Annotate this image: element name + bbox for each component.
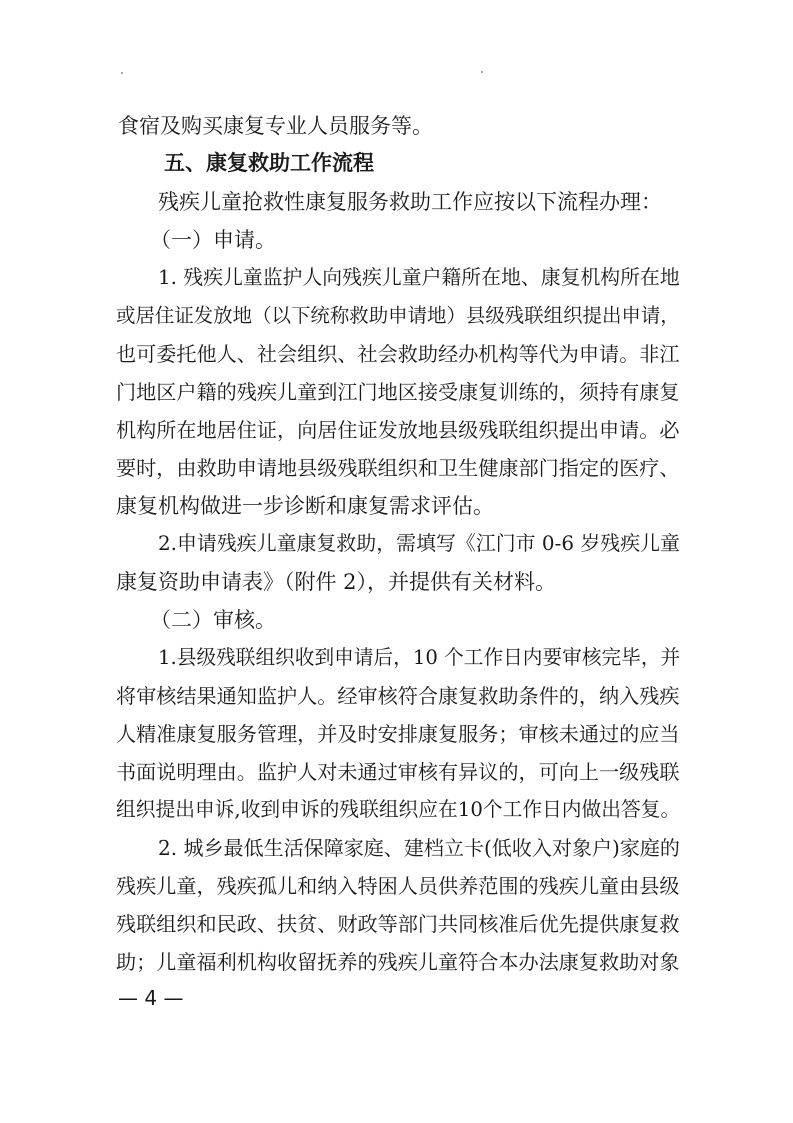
body-line-12: 2.申请残疾儿童康复救助，需填写《江门市 0-6 岁残疾儿童 (158, 532, 680, 555)
body-line-7: 也可委托他人、社会组织、社会救助经办机构等代为申请。非江 (116, 342, 680, 366)
body-line-22: 残联组织和民政、扶贫、财政等部门共同核准后优先提供康复救 (116, 912, 680, 936)
body-line-10: 要时，由救助申请地县级残联组织和卫生健康部门指定的医疗、 (116, 456, 680, 480)
body-line-17: 人精准康复服务管理，并及时安排康复服务；审核未通过的应当 (116, 722, 680, 746)
body-line-8: 门地区户籍的残疾儿童到江门地区接受康复训练的，须持有康复 (116, 380, 680, 404)
body-line-16: 将审核结果通知监护人。经审核符合康复救助条件的，纳入残疾 (116, 684, 680, 708)
body-line-15: 1.县级残联组织收到申请后，10 个工作日内要审核完毕，并 (158, 646, 681, 669)
scan-mark-left (121, 72, 123, 74)
section-heading: 五、康复救助工作流程 (164, 150, 374, 175)
body-line-20: 2. 城乡最低生活保障家庭、建档立卡(低收入对象户)家庭的 (158, 836, 680, 860)
page-number: — 4 — (118, 986, 184, 1010)
body-line-1: 食宿及购买康复专业人员服务等。 (118, 114, 433, 138)
body-line-6: 或居住证发放地（以下统称救助申请地）县级残联组织提出申请， (116, 304, 680, 327)
body-line-5: 1. 残疾儿童监护人向残疾儿童户籍所在地、康复机构所在地 (158, 266, 680, 289)
subheading-review: （二）审核。 (150, 608, 276, 632)
body-line-3: 残疾儿童抢救性康复服务救助工作应按以下流程办理： (158, 190, 662, 214)
body-line-13: 康复资助申请表》（附件 2），并提供有关材料。 (116, 570, 557, 594)
body-line-19: 组织提出申诉,收到申诉的残联组织应在10个工作日内做出答复。 (116, 798, 681, 821)
body-line-9: 机构所在地居住证，向居住证发放地县级残联组织提出申请。必 (116, 418, 680, 442)
body-line-18: 书面说明理由。监护人对未通过审核有异议的，可向上一级残联 (116, 760, 680, 784)
body-line-11: 康复机构做进一步诊断和康复需求评估。 (116, 494, 494, 518)
body-line-21: 残疾儿童，残疾孤儿和纳入特困人员供养范围的残疾儿童由县级 (116, 874, 680, 898)
scan-mark-right (481, 71, 483, 73)
subheading-apply: （一）申请。 (150, 228, 276, 252)
body-line-23: 助；儿童福利机构收留抚养的残疾儿童符合本办法康复救助对象 (116, 950, 680, 974)
